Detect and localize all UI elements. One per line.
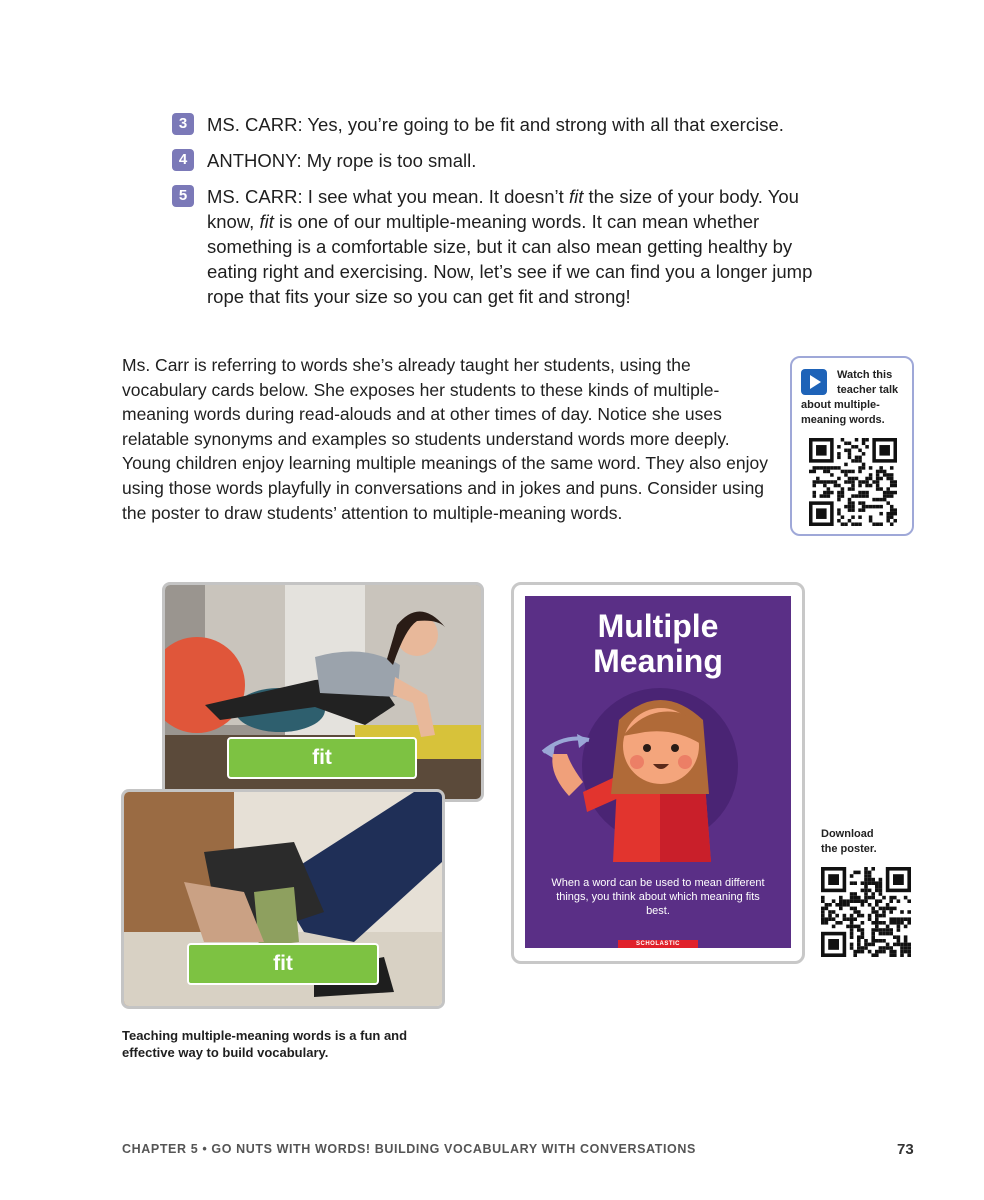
video-callout-text: Watch this teacher talk about multiple- meaning words. <box>801 369 899 426</box>
speaker: MS. CARR <box>207 186 298 207</box>
page-number: 73 <box>897 1141 914 1158</box>
multiple-meaning-poster <box>525 596 791 948</box>
dialogue-text <box>207 148 476 173</box>
poster-title-line: Multiple <box>597 608 719 644</box>
poster-title-line: Meaning <box>593 643 723 679</box>
dialogue-text: MS. CARR: I see what you mean. It doesn’t fit the size of your body. You know, fit is one of our multiple-meaning words. It can mean whether something is a comfortable size, but it can also mean getting healthy by eating right and exercising. Now, let’s see if we can find you a longer jump rope that fits your size so you can get fit and strong! <box>207 186 813 307</box>
qr-code-icon[interactable] <box>809 438 897 526</box>
body-paragraph: Ms. Carr is referring to words she’s already taught her students, using the vocabulary cards below. She exposes her students to these kinds of multiple-meaning words during read-alouds and at other times of day. Notice she uses relatable synonyms and examples so students understand words more deeply. Young children enjoy learning multiple meanings of the same word. They also enjoy using those words playfully in conversations and in jokes and puns. Consider using the poster to draw students’ attention to multiple-meaning words. <box>122 355 768 523</box>
line-number-badge: 5 <box>172 185 194 207</box>
video-callout[interactable] <box>790 356 914 536</box>
girl-waving-icon <box>525 684 791 864</box>
vocab-card-label: fit <box>187 943 379 985</box>
dialogue-list <box>172 112 822 320</box>
dialogue-line <box>172 112 822 137</box>
dialogue-line <box>172 148 822 173</box>
line-number-badge: 4 <box>172 149 194 171</box>
emphasis-word: fit <box>568 186 584 207</box>
line-number-badge: 3 <box>172 113 194 135</box>
download-label: Download the poster. <box>821 828 877 855</box>
chapter-footer: CHAPTER 5 • GO NUTS WITH WORDS! BUILDING VOCABULARY WITH CONVERSATIONS <box>122 1142 696 1156</box>
speech: : My rope is too small. <box>296 150 477 171</box>
dialogue-text <box>207 112 784 137</box>
photo-caption: Teaching multiple-meaning words is a fun and effective way to build vocabulary. <box>122 1028 408 1060</box>
vocab-card-label: fit <box>227 737 417 779</box>
poster-definition: When a word can be used to mean different things, you think about which meaning fits best. <box>551 877 765 917</box>
speaker: MS. CARR <box>207 114 298 135</box>
speech: : Yes, you’re going to be fit and strong with all that exercise. <box>297 114 784 135</box>
qr-code-icon[interactable] <box>821 867 911 957</box>
dialogue-line <box>172 184 822 309</box>
emphasis-word: fit <box>259 211 274 232</box>
scholastic-logo: SCHOLASTIC <box>618 940 698 948</box>
speaker: ANTHONY <box>207 150 297 171</box>
